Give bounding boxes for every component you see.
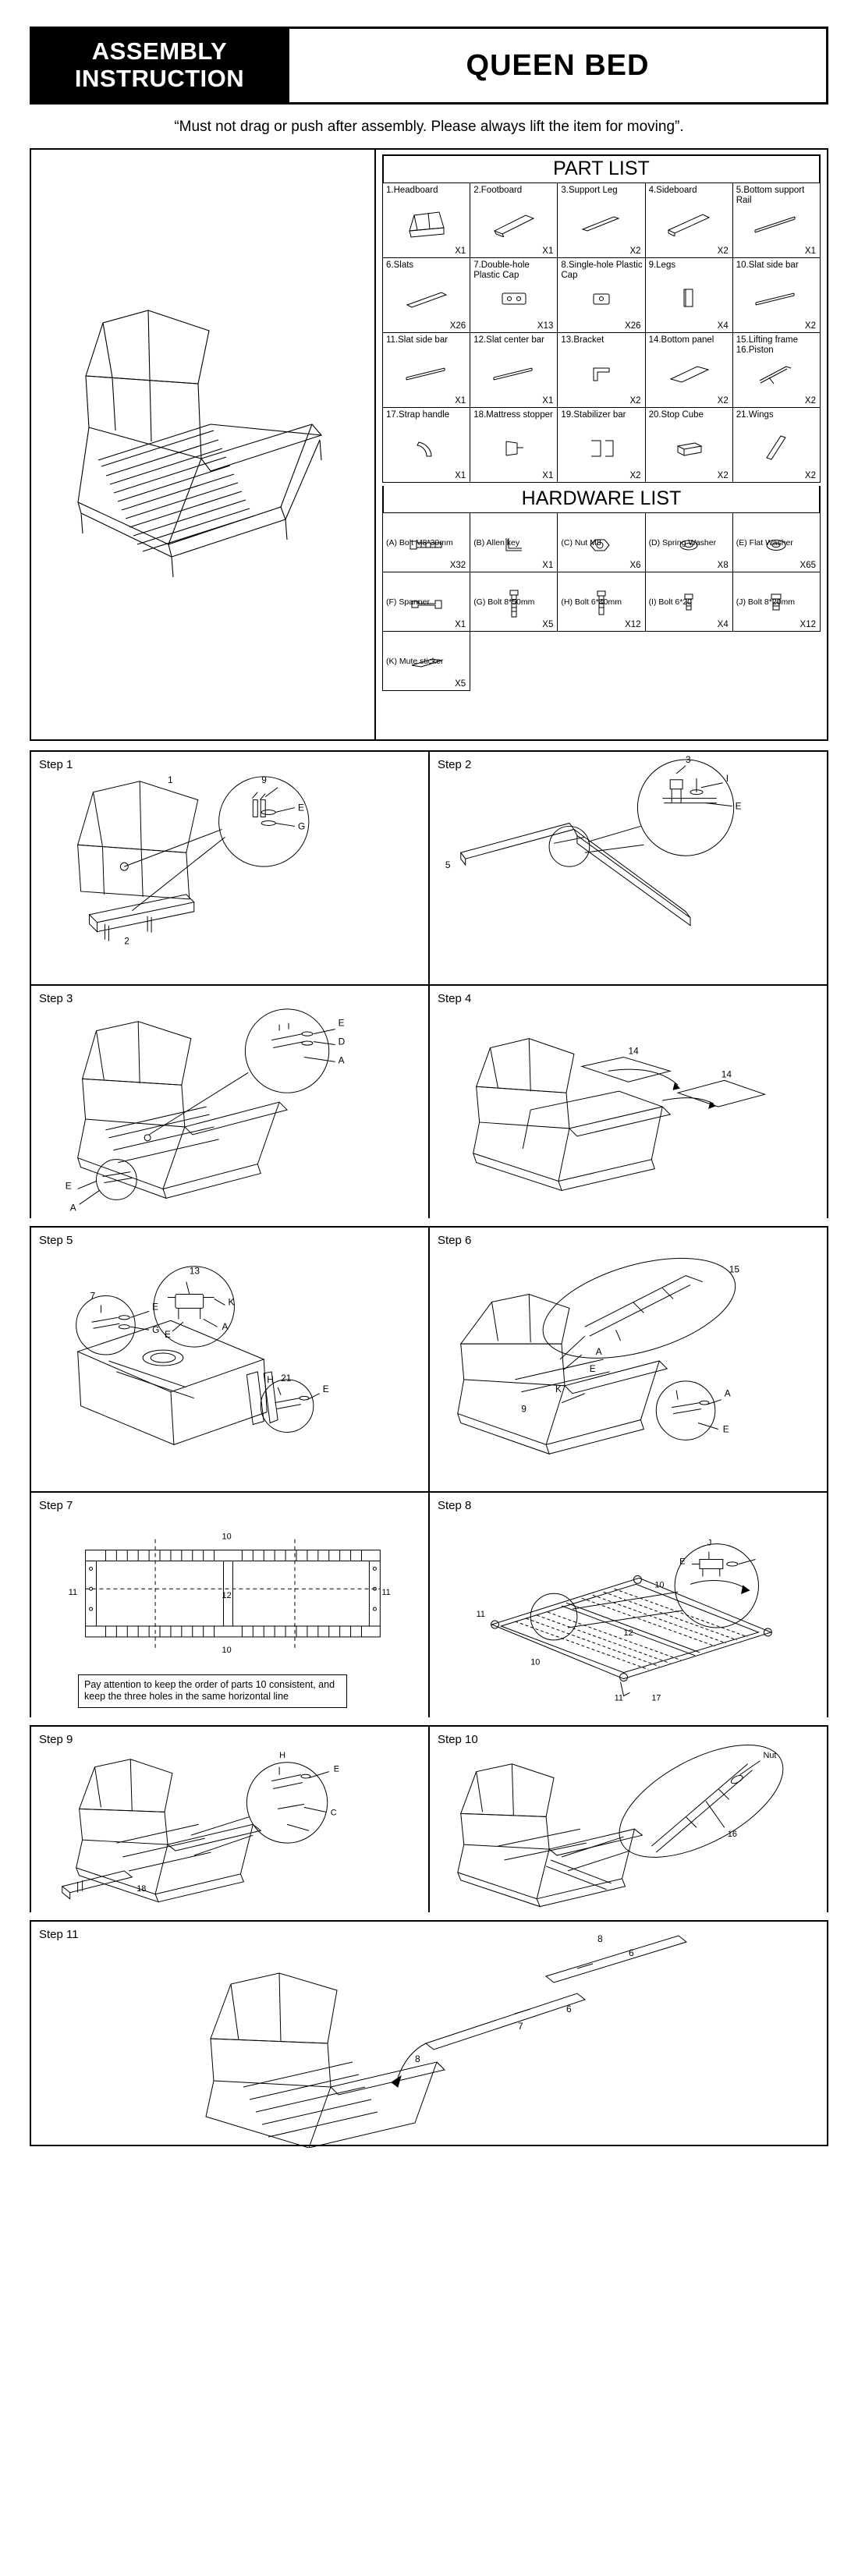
callout-9: 9 xyxy=(261,774,267,785)
callout-10a: 10 xyxy=(654,1580,665,1590)
part-name: 19.Stabilizer bar xyxy=(561,410,626,420)
callout-K: K xyxy=(228,1296,235,1308)
part-name: 14.Bottom panel xyxy=(648,335,714,345)
part-cell xyxy=(558,258,645,333)
table-row xyxy=(383,258,821,333)
step-9 xyxy=(31,1727,428,1912)
part-list-table xyxy=(382,182,821,483)
part-name: 20.Stop Cube xyxy=(648,410,704,420)
callout-A2: A xyxy=(724,1387,731,1399)
callout-21: 21 xyxy=(281,1372,292,1384)
part-name: 17.Strap handle xyxy=(386,410,450,420)
spring-washer-icon xyxy=(646,527,732,563)
step-10 xyxy=(428,1727,827,1912)
step-label: Step 7 xyxy=(39,1499,73,1512)
step-10-diagram xyxy=(430,1727,827,1913)
step-3-diagram xyxy=(31,986,428,1218)
callout-E: E xyxy=(297,802,304,813)
strap-handle-icon xyxy=(383,425,470,472)
sideboard-icon xyxy=(646,200,732,247)
callout-9: 9 xyxy=(521,1403,526,1415)
nut-m8-icon xyxy=(558,527,644,563)
assembled-bed-illustration xyxy=(31,150,376,739)
hardware-qty: X8 xyxy=(717,561,729,570)
step-2-diagram xyxy=(430,752,827,984)
callout-E3: E xyxy=(322,1383,329,1394)
hardware-cell xyxy=(732,572,820,632)
hardware-name: (I) Bolt 6*20 xyxy=(648,597,693,608)
hardware-cell xyxy=(470,513,558,572)
callout-G: G xyxy=(152,1324,160,1336)
table-row xyxy=(383,632,821,691)
bottom-panel-icon xyxy=(646,350,732,397)
step-label: Step 3 xyxy=(39,992,73,1005)
callout-H: H xyxy=(279,1750,286,1760)
part-qty: X2 xyxy=(629,396,641,406)
callout-A: A xyxy=(222,1321,229,1333)
hardware-cell xyxy=(558,513,645,572)
callout-14a: 14 xyxy=(628,1045,639,1057)
callout-J: J xyxy=(707,1538,712,1548)
part-cell xyxy=(558,408,645,483)
part-qty: X1 xyxy=(455,396,466,406)
empty-cell xyxy=(470,632,558,691)
hardware-name: (J) Bolt 8*20mm xyxy=(736,597,796,608)
callout-E: E xyxy=(589,1362,596,1374)
spanner-icon xyxy=(383,586,470,622)
lifting-frame-piston-icon xyxy=(733,350,820,397)
step-label: Step 9 xyxy=(39,1733,73,1746)
callout-11-left: 11 xyxy=(68,1588,78,1598)
part-cell xyxy=(470,408,558,483)
part-qty: X2 xyxy=(717,471,729,480)
callout-A2: A xyxy=(69,1202,76,1214)
part-name: 7.Double-hole Plastic Cap xyxy=(473,260,530,280)
overview-and-parts xyxy=(30,148,828,741)
callout-11-right: 11 xyxy=(381,1588,391,1598)
callout-H: H xyxy=(267,1373,274,1385)
part-qty: X1 xyxy=(804,246,816,256)
hardware-name: (A) Bolt M8*30mm xyxy=(386,538,453,548)
hardware-cell xyxy=(470,572,558,632)
step-label: Step 6 xyxy=(438,1234,472,1247)
bolt-6-20-icon xyxy=(646,586,732,622)
part-cell xyxy=(732,333,820,408)
hardware-cell xyxy=(558,572,645,632)
callout-7: 7 xyxy=(90,1290,96,1302)
callout-1: 1 xyxy=(167,774,173,785)
step-band-2 xyxy=(30,984,828,1218)
bolt-m8-30-icon xyxy=(383,527,470,563)
part-cell xyxy=(470,258,558,333)
flat-washer-icon xyxy=(733,527,820,563)
hardware-name: (D) Spring Washer xyxy=(648,538,717,548)
callout-K: K xyxy=(555,1383,562,1394)
part-qty: X1 xyxy=(455,246,466,256)
part-list-title: PART LIST xyxy=(382,154,821,182)
step-8-diagram xyxy=(430,1493,827,1717)
hardware-qty: X1 xyxy=(542,561,554,570)
slats-icon xyxy=(383,275,470,322)
stop-cube-icon xyxy=(646,425,732,472)
bolt-8-50-icon xyxy=(470,586,557,622)
hardware-cell xyxy=(383,572,470,632)
part-qty: X2 xyxy=(804,396,816,406)
callout-18: 18 xyxy=(136,1883,147,1894)
hardware-qty: X5 xyxy=(542,620,554,629)
hardware-qty: X12 xyxy=(625,620,641,629)
hardware-name: (E) Flat Washer xyxy=(736,538,793,548)
part-qty: X1 xyxy=(542,396,554,406)
allen-key-icon xyxy=(470,527,557,563)
part-qty: X13 xyxy=(537,321,554,331)
part-qty: X2 xyxy=(717,246,729,256)
part-qty: X1 xyxy=(455,471,466,480)
callout-3: 3 xyxy=(686,753,691,765)
step-1-diagram xyxy=(31,752,428,984)
double-hole-plastic-cap-icon xyxy=(470,275,557,322)
part-name: 10.Slat side bar xyxy=(736,260,799,270)
hardware-qty: X32 xyxy=(449,561,466,570)
part-name: 9.Legs xyxy=(648,260,676,270)
safety-notice: “Must not drag or push after assembly. Please always lift the item for moving”. xyxy=(174,119,684,135)
hardware-qty: X5 xyxy=(455,679,466,689)
part-name: 13.Bracket xyxy=(561,335,604,345)
hardware-name: (C) Nut M8 xyxy=(561,538,601,548)
step-3 xyxy=(31,986,428,1218)
step-9-diagram xyxy=(31,1727,428,1913)
part-name: 12.Slat center bar xyxy=(473,335,544,345)
callout-12: 12 xyxy=(623,1628,633,1638)
step-band-4 xyxy=(30,1491,828,1717)
part-name: 1.Headboard xyxy=(386,186,438,195)
callout-E: E xyxy=(338,1017,345,1029)
callout-C: C xyxy=(330,1808,337,1818)
callout-11a: 11 xyxy=(476,1610,485,1620)
step-label: Step 11 xyxy=(39,1928,79,1941)
part-qty: X2 xyxy=(629,246,641,256)
callout-A: A xyxy=(338,1054,345,1066)
hardware-name: (K) Mute sticker xyxy=(386,657,444,667)
part-qty: X4 xyxy=(717,321,729,331)
step-label: Step 5 xyxy=(39,1234,73,1247)
callout-15: 15 xyxy=(729,1263,739,1275)
step-7 xyxy=(31,1493,428,1717)
hardware-cell xyxy=(645,513,732,572)
step-5-diagram xyxy=(31,1228,428,1491)
hardware-list-title: HARDWARE LIST xyxy=(382,486,821,512)
callout-13: 13 xyxy=(189,1265,200,1277)
callout-14b: 14 xyxy=(721,1068,732,1080)
part-qty: X2 xyxy=(804,321,816,331)
empty-cell xyxy=(645,632,732,691)
header xyxy=(30,27,828,105)
part-cell xyxy=(383,258,470,333)
part-cell xyxy=(732,183,820,258)
part-cell xyxy=(383,408,470,483)
mattress-stopper-icon xyxy=(470,425,557,472)
part-qty: X1 xyxy=(542,471,554,480)
bolt-6-40-icon xyxy=(558,586,644,622)
hardware-list-table xyxy=(382,512,821,691)
part-cell xyxy=(558,333,645,408)
step-4-diagram xyxy=(430,986,827,1218)
table-row xyxy=(383,513,821,572)
step-5 xyxy=(31,1228,428,1491)
part-cell xyxy=(470,333,558,408)
part-name: 21.Wings xyxy=(736,410,774,420)
part-name: 8.Single-hole Plastic Cap xyxy=(561,260,643,280)
bottom-support-rail-icon xyxy=(733,200,820,247)
part-name: 2.Footboard xyxy=(473,186,523,195)
part-name: 18.Mattress stopper xyxy=(473,410,553,420)
step-label: Step 1 xyxy=(39,758,73,771)
part-name: 4.Sideboard xyxy=(648,186,697,195)
legs-icon xyxy=(646,275,732,322)
badge-line-1: ASSEMBLY xyxy=(91,37,228,66)
step-label: Step 2 xyxy=(438,758,472,771)
part-cell xyxy=(645,258,732,333)
callout-6a: 6 xyxy=(566,2004,572,2014)
callout-17: 17 xyxy=(651,1693,661,1703)
slat-side-bar-2-icon xyxy=(383,350,470,397)
hardware-qty: X4 xyxy=(717,620,729,629)
table-row xyxy=(383,333,821,408)
hardware-name: (F) Spanner xyxy=(386,597,431,608)
step-6-diagram xyxy=(430,1228,827,1491)
step-4 xyxy=(428,986,827,1218)
callout-E2: E xyxy=(722,1423,729,1435)
table-row xyxy=(383,408,821,483)
callout-6b: 6 xyxy=(629,1947,634,1958)
hardware-cell xyxy=(645,572,732,632)
step-11 xyxy=(31,1922,827,2145)
callout-11b: 11 xyxy=(614,1693,623,1703)
part-name: 11.Slat side bar xyxy=(386,335,448,345)
hardware-qty: X1 xyxy=(455,620,466,629)
wings-icon xyxy=(733,425,820,472)
callout-G: G xyxy=(297,820,306,832)
step-band-5 xyxy=(30,1725,828,1912)
callout-A: A xyxy=(595,1346,602,1358)
step-1 xyxy=(31,752,428,984)
callout-E: E xyxy=(735,800,742,812)
part-qty: X2 xyxy=(717,396,729,406)
hardware-qty: X12 xyxy=(800,620,816,629)
part-cell xyxy=(645,183,732,258)
headboard-icon xyxy=(383,200,470,247)
bolt-8-20-icon xyxy=(733,586,820,622)
hardware-cell xyxy=(383,632,470,691)
support-leg-icon xyxy=(558,200,644,247)
step-2 xyxy=(428,752,827,984)
step-band-1 xyxy=(30,750,828,984)
part-cell xyxy=(383,333,470,408)
callout-D: D xyxy=(338,1036,346,1047)
hardware-name: (H) Bolt 6*40mm xyxy=(561,597,622,608)
callout-10b: 10 xyxy=(530,1657,541,1667)
part-qty: X1 xyxy=(542,246,554,256)
callout-E2: E xyxy=(164,1329,171,1341)
footboard-icon xyxy=(470,200,557,247)
step-band-3 xyxy=(30,1226,828,1491)
callout-5: 5 xyxy=(445,859,451,871)
callout-E: E xyxy=(333,1764,340,1774)
step-8 xyxy=(428,1493,827,1717)
callout-8a: 8 xyxy=(415,2053,420,2064)
step-label: Step 10 xyxy=(438,1733,478,1746)
mute-sticker-icon xyxy=(383,646,470,682)
callout-I: I xyxy=(725,772,729,784)
part-name: 3.Support Leg xyxy=(561,186,618,195)
part-cell xyxy=(732,408,820,483)
part-name: 6.Slats xyxy=(386,260,414,270)
bracket-icon xyxy=(558,350,644,397)
part-qty: X26 xyxy=(449,321,466,331)
callout-E: E xyxy=(679,1557,686,1567)
part-cell xyxy=(732,258,820,333)
table-row xyxy=(383,183,821,258)
part-name: 5.Bottom support Rail xyxy=(736,186,805,205)
badge-line-2: INSTRUCTION xyxy=(74,65,245,92)
callout-8b: 8 xyxy=(597,1933,603,1944)
single-hole-plastic-cap-icon xyxy=(558,275,644,322)
hardware-cell xyxy=(383,513,470,572)
step-label: Step 8 xyxy=(438,1499,472,1512)
part-cell xyxy=(470,183,558,258)
part-name: 15.Lifting frame 16.Piston xyxy=(736,335,799,355)
slat-center-bar-icon xyxy=(470,350,557,397)
assembly-steps xyxy=(30,750,828,2146)
hardware-qty: X6 xyxy=(629,561,641,570)
callout-nut: Nut xyxy=(763,1750,777,1760)
part-cell xyxy=(383,183,470,258)
step-6 xyxy=(428,1228,827,1491)
callout-E2: E xyxy=(65,1180,72,1192)
hardware-cell xyxy=(732,513,820,572)
stabilizer-bar-icon xyxy=(558,425,644,472)
part-cell xyxy=(645,408,732,483)
table-row xyxy=(383,572,821,632)
step-7-note: Pay attention to keep the order of parts 10 consistent, and keep the three holes in the same horizontal line xyxy=(78,1674,347,1708)
part-cell xyxy=(558,183,645,258)
part-qty: X2 xyxy=(804,471,816,480)
step-band-6 xyxy=(30,1920,828,2146)
callout-12: 12 xyxy=(222,1591,232,1601)
callout-10-bottom: 10 xyxy=(222,1645,232,1655)
assembly-instruction-badge xyxy=(32,29,289,102)
callout-10-top: 10 xyxy=(222,1532,232,1542)
step-11-diagram xyxy=(31,1922,827,2148)
hardware-name: (G) Bolt 8*50mm xyxy=(473,597,535,608)
part-qty: X2 xyxy=(629,471,641,480)
empty-cell xyxy=(558,632,645,691)
parts-and-hardware-lists xyxy=(376,150,827,739)
callout-7: 7 xyxy=(518,2021,523,2032)
page-title: QUEEN BED xyxy=(466,48,650,82)
hardware-name: (B) Allen key xyxy=(473,538,520,548)
empty-cell xyxy=(732,632,820,691)
part-qty: X26 xyxy=(625,321,641,331)
callout-2: 2 xyxy=(124,935,129,947)
part-cell xyxy=(645,333,732,408)
hardware-qty: X65 xyxy=(800,561,816,570)
slat-side-bar-icon xyxy=(733,275,820,322)
step-label: Step 4 xyxy=(438,992,472,1005)
callout-E: E xyxy=(152,1301,159,1313)
callout-16: 16 xyxy=(727,1830,737,1840)
